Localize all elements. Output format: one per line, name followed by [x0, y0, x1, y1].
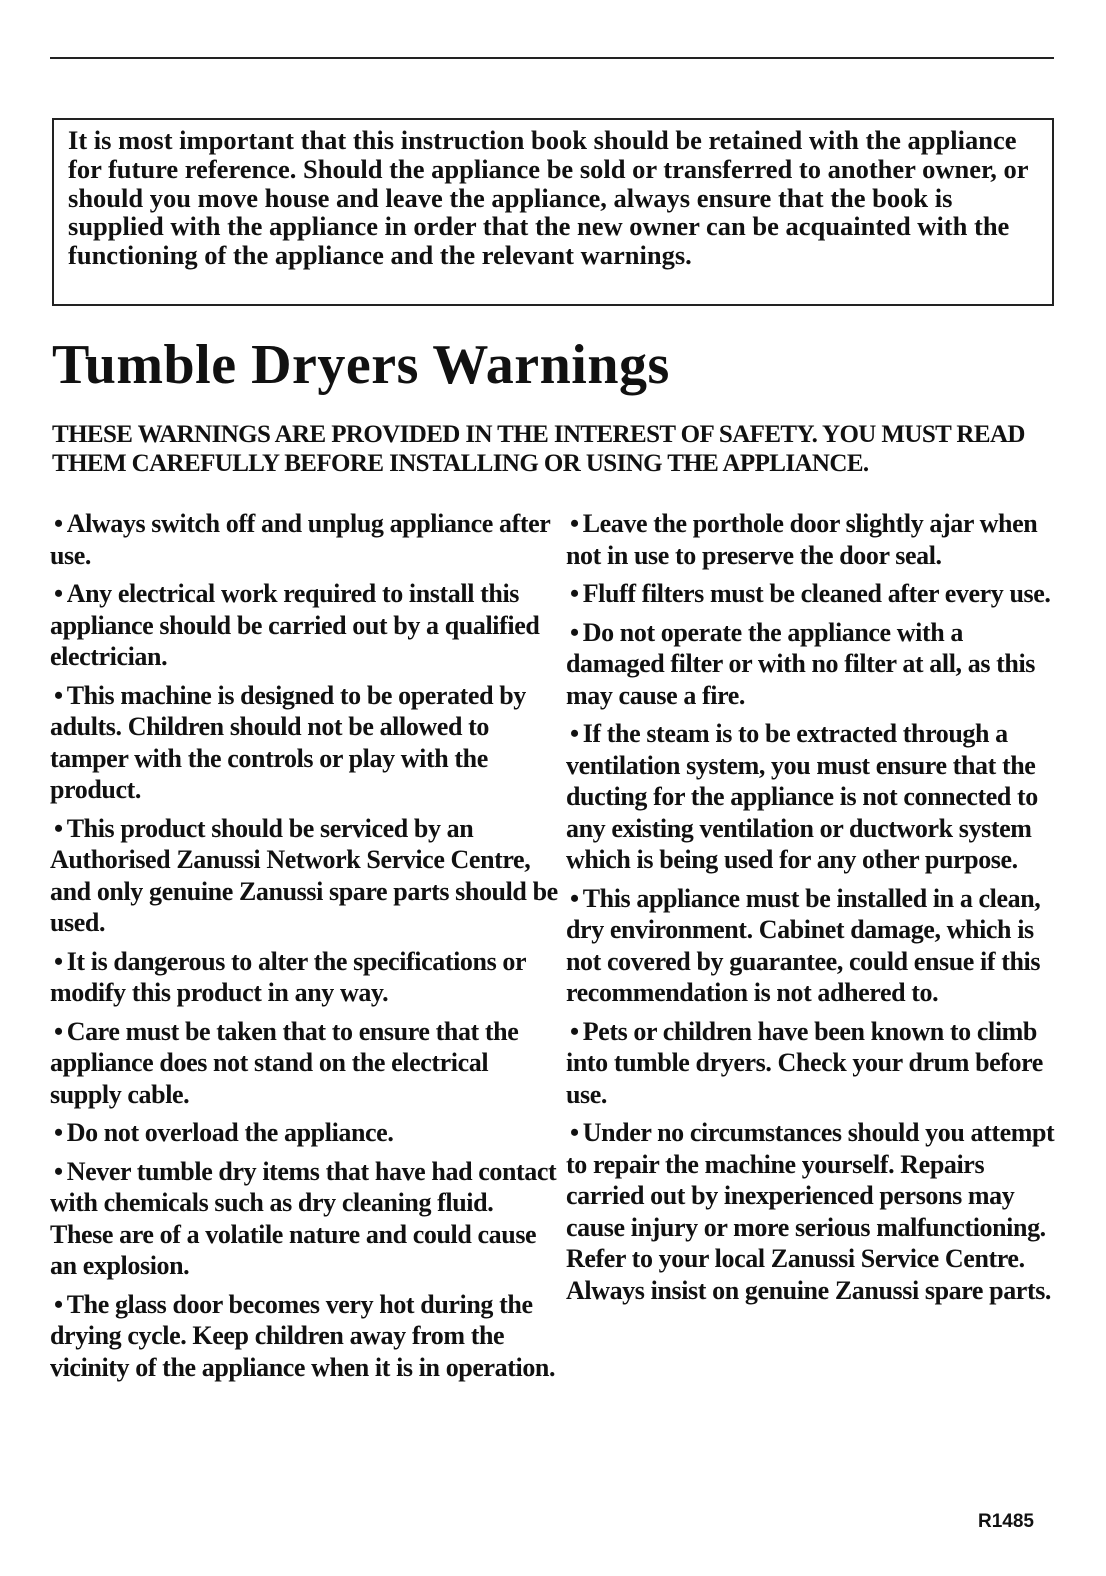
bullet-icon: • [54, 813, 63, 843]
warning-item [566, 617, 1066, 712]
warnings-right-column [566, 508, 1066, 1313]
warning-text: Leave the porthole door slightly ajar when not in use to preserve the door seal. [566, 509, 1038, 570]
bullet-icon: • [570, 1118, 579, 1147]
bullet-icon: • [54, 1016, 63, 1046]
warning-item [566, 718, 1066, 876]
bullet-icon: • [54, 509, 63, 538]
warning-text: The glass door becomes very hot during the drying cycle. Keep children away from the vicinity of the appliance when it is in operation. [50, 1289, 556, 1382]
warning-text: This machine is designed to be operated by adults. Children should not be allowed to tamper with the controls or play with the product. [50, 680, 526, 804]
warning-text: This appliance must be installed in a clean, dry environment. Cabinet damage, which is not covered by guarantee, could ensue if this recommendation is not adhered to. [566, 883, 1041, 1007]
warning-text: This product should be serviced by an Authorised Zanussi Network Service Centre, and only genuine Zanussi spare parts should be used. [50, 813, 558, 937]
warning-item [566, 1016, 1066, 1111]
warning-item [50, 680, 560, 806]
warning-item [566, 578, 1066, 610]
warning-text: Do not overload the appliance. [66, 1118, 394, 1147]
bullet-icon: • [570, 883, 579, 913]
warning-item [50, 1117, 560, 1149]
warning-item [50, 508, 560, 571]
warning-item [50, 578, 560, 673]
bullet-icon: • [54, 1156, 63, 1186]
bullet-icon: • [54, 579, 63, 608]
warning-text: Under no circumstances should you attempt to repair the machine yourself. Repairs carried out by inexperienced persons may cause injury or more serious malfunctioning. Refer to your local Zanussi Service Centre. Always insist on genuine Zanussi spare parts. [566, 1118, 1055, 1305]
bullet-icon: • [570, 719, 579, 748]
bullet-icon: • [54, 1118, 63, 1147]
warning-item [50, 1289, 560, 1384]
reference-code: R1485 [978, 1511, 1034, 1532]
page-title: Tumble Dryers Warnings [52, 334, 670, 396]
bullet-icon: • [54, 946, 63, 976]
safety-intro: THESE WARNINGS ARE PROVIDED IN THE INTEREST OF SAFETY. YOU MUST READ THEM CAREFULLY BEFORE INSTALLING OR USING THE APPLIANCE. [52, 421, 1025, 477]
bullet-icon: • [570, 579, 579, 608]
warning-item [566, 1117, 1066, 1306]
top-rule [50, 57, 1054, 59]
warning-item [50, 1016, 560, 1111]
warning-text: Care must be taken that to ensure that the appliance does not stand on the electrical supply cable. [50, 1016, 519, 1109]
warnings-left-column [50, 508, 560, 1390]
warning-text: Never tumble dry items that have had contact with chemicals such as dry cleaning fluid. These are of a volatile nature and could cause an explosion. [50, 1156, 557, 1280]
warning-item [50, 946, 560, 1009]
bullet-icon: • [570, 509, 579, 538]
warning-item [50, 1156, 560, 1282]
bullet-icon: • [570, 1016, 579, 1046]
warning-item [566, 508, 1066, 571]
warning-item [50, 813, 560, 939]
bullet-icon: • [54, 1289, 63, 1319]
warning-text: It is dangerous to alter the specifications or modify this product in any way. [50, 946, 526, 1007]
warning-text: Do not operate the appliance with a damaged filter or with no filter at all, as this may cause a fire. [566, 617, 1035, 710]
warning-text: Any electrical work required to install this appliance should be carried out by a qualified electrician. [50, 579, 540, 671]
warning-text: Fluff filters must be cleaned after every use. [582, 579, 1051, 608]
retention-notice-text: It is most important that this instruction book should be retained with the appliance for future reference. Should the appliance be sold or transferred to another owner, or should you move house and leave the appliance, always ensure that the book is supplied with the appliance in order that the new owner can be acquainted with the functioning of the appliance and the relevant warnings. [68, 125, 1029, 271]
bullet-icon: • [570, 617, 579, 647]
retention-notice-box [52, 118, 1054, 306]
warning-text: Always switch off and unplug appliance after use. [50, 509, 550, 570]
warning-text: If the steam is to be extracted through a ventilation system, you must ensure that the ducting for the appliance is not connected to any existing ventilation or ductwork system which is being used for any other purpose. [566, 719, 1038, 874]
bullet-icon: • [54, 680, 63, 710]
warning-text: Pets or children have been known to climb into tumble dryers. Check your drum before use. [566, 1016, 1043, 1109]
warning-item [566, 883, 1066, 1009]
